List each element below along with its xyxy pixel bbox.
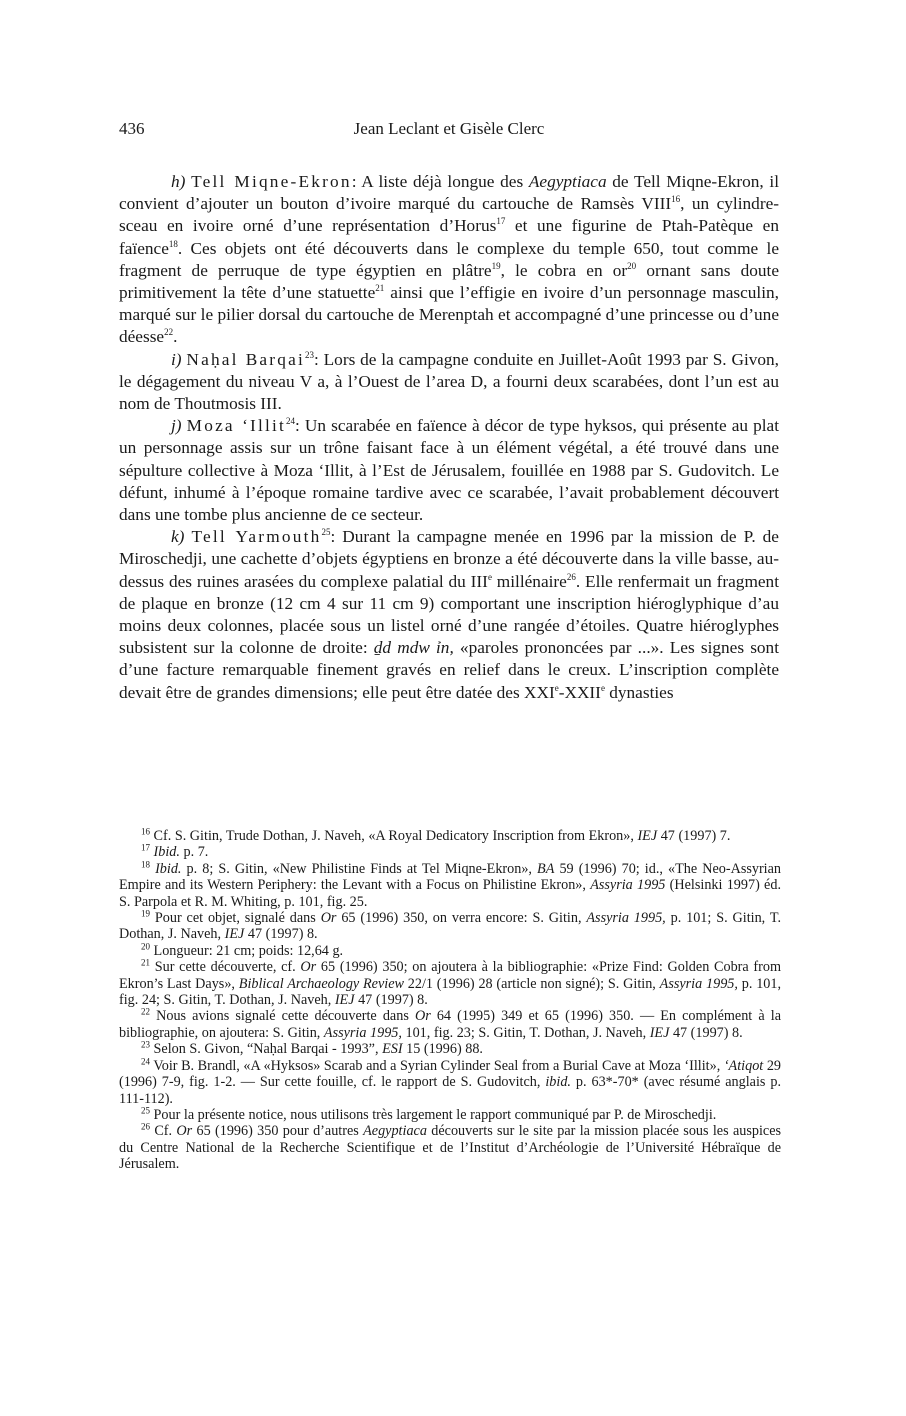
footnote-22: $^{22}$ Nous avions signalé cette découverte dans Or 64 (1995) 349 et 65 (1996) 350. — En complément à la bibliographie, on ajoutera: S. Gitin, Assyria 1995, 101, fig. 23; S. Gitin, T. Dothan, J. Naveh, IEJ 47 (1997) 8.: [119, 1006, 781, 1041]
footnotes: [119, 828, 781, 1173]
section-heading: Tell: [191, 527, 236, 547]
section-heading-cont: Yarmouth: [235, 527, 322, 547]
footnote-ref: 26: [566, 571, 576, 582]
footnote-ref: 19: [491, 261, 501, 272]
paragraph-h: h) Tell Miqne-Ekron: A liste déjà longue des Aegyptiaca de Tell Miqne-Ekron, il convient d’ajouter un bouton d’ivoire marqué du cartouche de Ramsès VIII$^{16}$, un cylindre-sceau en ivoire orné d’une représentation d’Horus$^{17}$ et une figurine de Ptah-Patèque en faïence$^{18}$. Ces objets ont été découverts dans le complexe du temple 650, tout comme le fragment de perruque de type égyptien en plâtre$^{19}$, le cobra en $or^{20}$ ornant sans doute primitivement la tête d’une statuette$^{21}$ ainsi que l’effigie en ivoire d’un personnage masculin, marqué sur le pilier dorsal du cartouche de Merenptah et accompagné d’une princesse ou d’une déesse$^{22}$.: [119, 172, 780, 347]
footnote-26: $^{26}$ Cf. Or 65 (1996) 350 pour d’autres Aegyptiaca découverts sur le site par la mission placée sous les auspices du Centre National de la Recherche Scientifique et de l’Institut d’Archéologie de l’Université Hébraïque de Jérusalem.: [119, 1121, 782, 1173]
paragraph-j: j) Moza ‘Illit$^{24}$: Un scarabée en faïence à décor de type hyksos, qui présente au plat un personnage assis sur un trône faisant face à un élément végétal, a été trouvé dans une sépulture collective à Moza ‘Illit, à l’Est de Jérusalem, fouillée en 1988 par S. Gudovitch. Le défunt, inhumé à l’époque romaine tardive avec ce scarabée, l’avait probablement découvert dans une tombe plus ancienne de ce secteur.: [119, 416, 779, 525]
footnote-20: $^{20}$ Longueur: 21 cm; poids: 12,64 g.: [141, 941, 344, 959]
footnote-ref: 21: [375, 283, 385, 294]
section-marker: h): [171, 172, 186, 191]
footnote-ref: 17: [496, 216, 506, 227]
section-marker: k): [171, 527, 185, 547]
page-number: 436: [119, 119, 145, 138]
footnote-18: $^{18}$ Ibid. p. 8; S. Gitin, «New Philistine Finds at Tel Miqne-Ekron», BA 59 (1996) 70; id., «The Neo-Assyrian Empire and its Western Periphery: the Levant with a Focus on Philistine Ekron», Assyria 1995 (Helsinki 1997) éd. S. Parpola et R. M. Whiting, p. 101, fig. 25.: [119, 859, 782, 910]
footnote-23: $^{23}$ Selon S. Givon, “Naḥal Barqai - 1993”, ESI 15 (1996) 88.: [141, 1039, 483, 1058]
footnote-19: $^{19}$ Pour cet objet, signalé dans Or 65 (1996) 350, on verra encore: S. Gitin, Assyria 1995, p. 101; S. Gitin, T. Dothan, J. Naveh, IEJ 47 (1997) 8.: [119, 908, 782, 943]
footnote-ref: 22: [164, 327, 174, 338]
footnote-21: $^{21}$ Sur cette découverte, cf. Or 65 (1996) 350; on ajoutera à la bibliographie: «Prize Find: Golden Cobra from Ekron’s Last Days», Biblical Archaeology Review 22/1 (1996) 28 (article non signé); S. Gitin, Assyria 1995, p. 101, fig. 24; S. Gitin, T. Dothan, J. Naveh, IEJ 47 (1997) 8.: [119, 957, 782, 1009]
main-text: [119, 171, 779, 704]
running-title: Jean Leclant et Gisèle Clerc: [353, 119, 545, 138]
footnote-25: $^{25}$ Pour la présente notice, nous utilisons très largement le rapport communiqué par P. de Miroschedji.: [141, 1105, 717, 1123]
footnote-16: $^{16}$ Cf. S. Gitin, Trude Dothan, J. Naveh, «A Royal Dedicatory Inscription from Ekron», IEJ 47 (1997) 7.: [141, 826, 731, 844]
section-marker: j): [171, 416, 182, 436]
footnote-ref: 16: [671, 194, 681, 205]
footnote-24: $^{24}$ Voir B. Brandl, «A «Hyksos» Scarab and a Syrian Cylinder Seal from a Burial Cave at Moza ‘Illit», ‘Atiqot 29 (1996) 7-9, fig. 1-2. — Sur cette fouille, cf. le rapport de S. Gudovitch, ibid. p. 63*-70* (avec résumé anglais p. 111-112).: [119, 1055, 782, 1107]
footnote-ref: 20: [627, 261, 637, 272]
section-heading: Moza ‘Illit: [186, 416, 287, 436]
paragraph-i: i) Naḥal Barqai$^{23}$: Lors de la campagne conduite en Juillet-Août 1993 par S. Givon, le dégagement du niveau V a, à l’Ouest de l’area D, a fourni deux scarabées, dont l’un est au nom de Thoutmosis III.: [119, 349, 779, 414]
footnote-ref: 18: [168, 238, 178, 249]
section-heading: Tell Miqne-Ekron: [191, 172, 352, 191]
paragraph-k: k) Tell Yarmouth$^{25}$: Durant la campagne menée en 1996 par la mission de P. de Miroschedji, une cachette d’objets égyptiens en bronze a été découverte dans la ville basse, au-dessus des ruines arasées du complexe palatial du IIIe millénaire$^{26}$. Elle renfermait un fragment de plaque en bronze (12 cm 4 sur 11 cm 9) comportant une inscription hiéroglyphique d’au moins deux colonnes, placée sous un listel orné d’une rangée d’étoiles. Quatre hiéroglyphes subsistent sur la colonne de droite: ḏd mdw ỉn, «paroles prononcées par ...». Les signes sont d’une facture remarquable finement gravés en relief dans le creux. L’inscription complète devait être de grandes dimensions; elle peut être datée des XXIe-XXIIe dynasties: [119, 527, 780, 702]
footnote-ref: 23: [304, 349, 314, 360]
footnote-ref: 25: [321, 527, 331, 538]
footnote-17: $^{17}$ Ibid. p. 7.: [141, 842, 209, 861]
section-marker: i): [171, 349, 182, 369]
footnote-ref: 24: [286, 416, 296, 427]
section-heading: Naḥal Barqai: [186, 349, 305, 369]
page-header: [119, 118, 779, 142]
